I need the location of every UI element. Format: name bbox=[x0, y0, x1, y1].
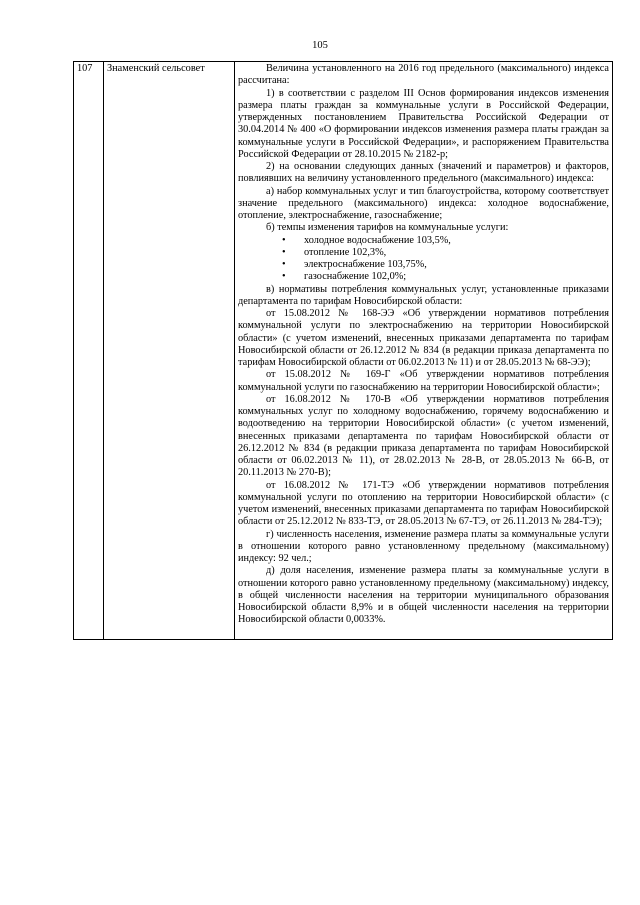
paragraph-order-169: от 15.08.2012 № 169-Г «Об утверждении нормативов потребления коммунальной услуги по газоснабжению на территории Новосибирской области»; bbox=[238, 369, 609, 393]
paragraph-order-168: от 15.08.2012 № 168-ЭЭ «Об утверждении нормативов потребления коммунальной услуги по электроснабжению на территории Новосибирской области» (с учетом изменений, внесенных приказами департамента по тарифам Новосибирской области от 26.12.2012 № 834 (в редакции приказа департамента по тарифам Новосибирской области от 06.02.2013 № 11) и от 28.05.2013 № 68-ЭЭ); bbox=[238, 308, 609, 368]
paragraph-item-a: а) набор коммунальных услуг и тип благоустройства, которому соответствует значение предельного (максимального) индекса: холодное водоснабжение, отопление, электроснабжение, газоснабжение; bbox=[238, 185, 609, 221]
paragraph-order-170: от 16.08.2012 № 170-В «Об утверждении нормативов потребления коммунальных услуг по холодному водоснабжению, горячему водоснабжению и водоотведению на территории Новосибирской области» (с учетом изменений, внесенных приказами департамента по тарифам Новосибирской области от 26.12.2012 № 834 (в редакции приказа департамента по тарифам Новосибирской области от 06.02.2013 № 11), от 28.02.2013 № 28-В, от 28.05.2013 № 66-В, от 20.11.2013 № 270-В); bbox=[238, 393, 609, 479]
row-number-cell: 107 bbox=[74, 62, 104, 640]
paragraph-item-v: в) нормативы потребления коммунальных услуг, установленные приказами департамента по тарифам Новосибирской области: bbox=[238, 283, 609, 307]
list-item: • холодное водоснабжение 103,5%, bbox=[282, 235, 609, 247]
list-item: • электроснабжение 103,75%, bbox=[282, 259, 609, 271]
paragraph-item-1: 1) в соответствии с разделом III Основ формирования индексов изменения размера платы граждан за коммунальные услуги в Российской Федерации, утвержденных постановлением Правительства Российской Федерации от 30.04.2014 № 400 «О формировании индексов изменения размера платы граждан за коммунальные услуги в Российской Федерации», и распоряжением Правительства Российской Федерации от 28.10.2015 № 2182-р; bbox=[238, 87, 609, 160]
justification-cell bbox=[235, 62, 613, 640]
paragraph-item-g: г) численность населения, изменение размера платы за коммунальные услуги в отношении которого равно установленному предельному (максимальному) индексу: 92 чел.; bbox=[238, 528, 609, 564]
paragraph-order-171: от 16.08.2012 № 171-ТЭ «Об утверждении нормативов потребления коммунальной услуги по отоплению на территории Новосибирской области» (с учетом изменений, внесенных приказами департамента по тарифам Новосибирской области от 25.12.2012 № 833-ТЭ, от 28.05.2013 № 67-ТЭ, от 26.11.2013 № 284-ТЭ); bbox=[238, 479, 609, 528]
table-row bbox=[74, 62, 613, 640]
municipality-name-cell: Знаменский сельсовет bbox=[104, 62, 235, 640]
paragraph-item-b: б) темпы изменения тарифов на коммунальные услуги: bbox=[266, 222, 509, 234]
list-item: • отопление 102,3%, bbox=[282, 247, 609, 259]
paragraph-item-d: д) доля населения, изменение размера платы за коммунальные услуги в отношении которого равно установленному предельному (максимальному) индексу, в общей численности населения на территории муниципального образования Новосибирской области 8,9% и в общей численности населения на территории Новосибирской области 0,0033%. bbox=[238, 565, 609, 626]
paragraph-item-2: 2) на основании следующих данных (значений и параметров) и факторов, повлиявших на величину установленного предельного (максимального) индекса: bbox=[238, 161, 609, 185]
indices-table bbox=[73, 61, 613, 640]
list-item: • газоснабжение 102,0%; bbox=[282, 271, 609, 283]
paragraph-intro: Величина установленного на 2016 год предельного (максимального) индекса рассчитана: bbox=[238, 63, 609, 87]
page-number: 105 bbox=[312, 40, 328, 51]
tariff-rates-list bbox=[238, 235, 609, 284]
